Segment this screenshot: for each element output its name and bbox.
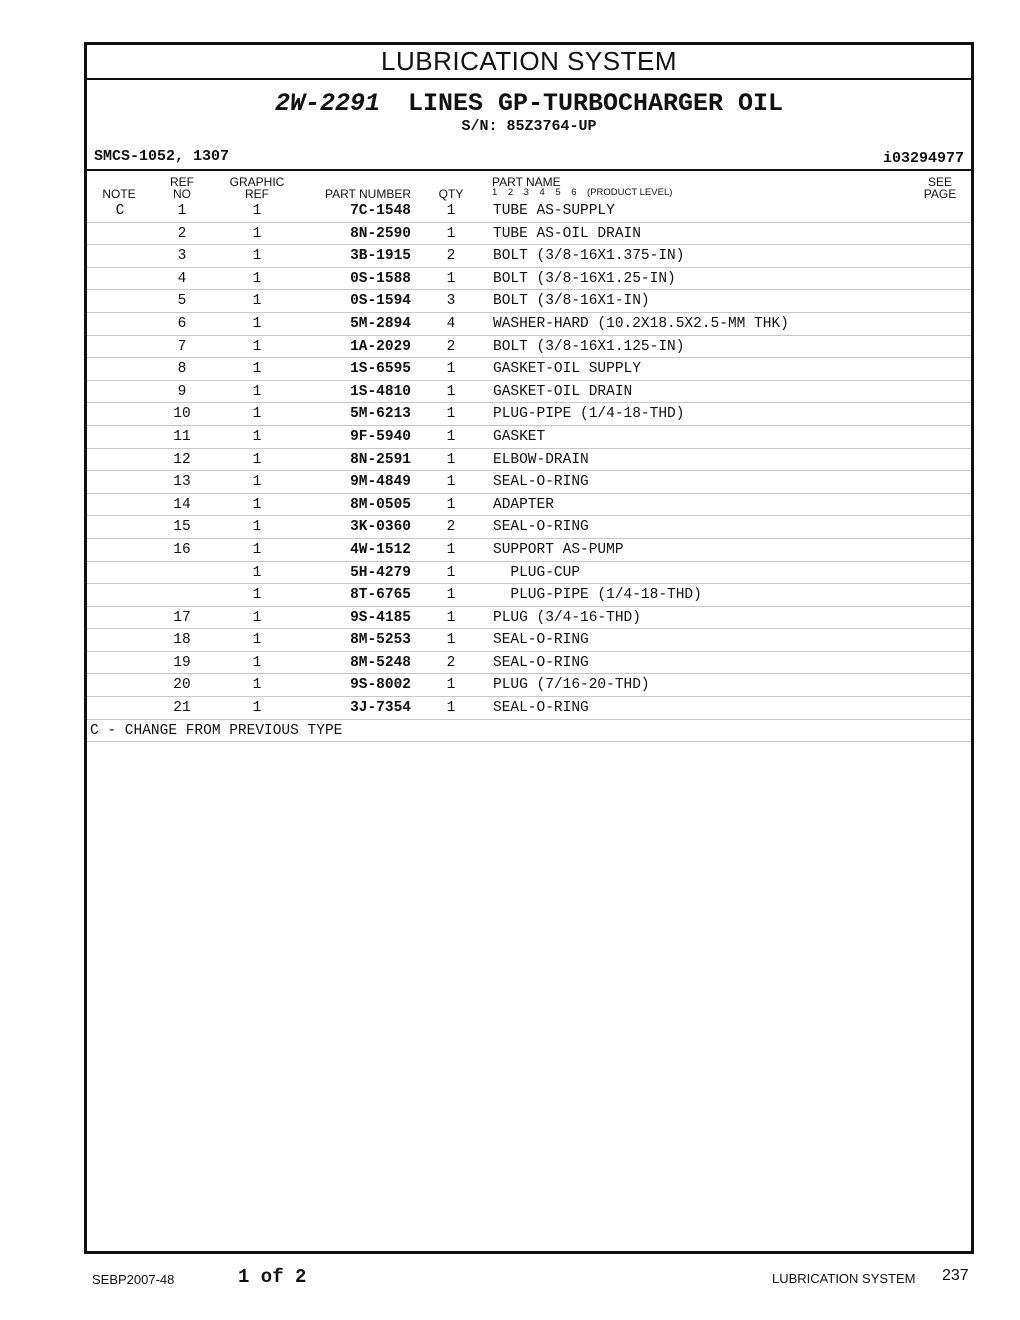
cell-graphic-ref: 1 — [252, 203, 262, 219]
table-row — [87, 268, 971, 291]
parts-page-frame — [84, 42, 974, 1254]
cell-part-name: SEAL-O-RING — [493, 519, 589, 536]
cell-part-number: 5M-2894 — [350, 315, 411, 332]
cell-ref-no: 6 — [177, 315, 187, 332]
cell-graphic-ref: 1 — [252, 654, 262, 671]
cell-qty: 1 — [446, 587, 456, 604]
cell-qty: 3 — [446, 293, 456, 310]
cell-part-number: 7C-1548 — [350, 203, 411, 219]
table-row — [87, 290, 971, 313]
cell-graphic-ref: 1 — [252, 519, 262, 536]
table-row — [87, 426, 971, 449]
cell-qty: 1 — [446, 383, 456, 400]
cell-part-number: 5H-4279 — [350, 564, 411, 581]
cell-ref-no: 15 — [173, 519, 191, 536]
cell-part-number: 9S-8002 — [350, 677, 411, 694]
footer-page-number: 237 — [942, 1267, 969, 1284]
cell-part-number: 1S-6595 — [350, 361, 411, 378]
cell-graphic-ref: 1 — [252, 225, 262, 242]
col-part-number: PART NUMBER — [324, 187, 411, 201]
cell-part-number: 8M-5248 — [350, 654, 411, 671]
cell-ref-no: 1 — [177, 203, 187, 219]
cell-qty: 1 — [446, 564, 456, 581]
col-qty: QTY — [438, 187, 464, 201]
col-graphic-ref: GRAPHIC REF — [229, 175, 285, 201]
group-title — [87, 89, 971, 118]
cell-ref-no: 16 — [173, 541, 191, 558]
cell-qty: 1 — [446, 406, 456, 423]
cell-part-name: SUPPORT AS-PUMP — [493, 541, 624, 558]
cell-part-name: TUBE AS-OIL DRAIN — [493, 225, 641, 242]
footer-page-of: 1 of 2 — [238, 1266, 307, 1288]
cell-part-name: BOLT (3/8-16X1.375-IN) — [493, 248, 685, 265]
cell-part-name: SEAL-O-RING — [493, 474, 589, 491]
cell-part-name: WASHER-HARD (10.2X18.5X2.5-MM THK) — [493, 315, 789, 332]
col-ref-no: REF NO — [170, 175, 194, 201]
cell-part-number: 3K-0360 — [350, 519, 411, 536]
cell-graphic-ref: 1 — [252, 406, 262, 423]
cell-graphic-ref: 1 — [252, 338, 262, 355]
cell-qty: 1 — [446, 700, 456, 717]
cell-graphic-ref: 1 — [252, 677, 262, 694]
cell-graphic-ref: 1 — [252, 293, 262, 310]
cell-part-name: SEAL-O-RING — [493, 654, 589, 671]
cell-part-name: GASKET-OIL DRAIN — [493, 383, 633, 400]
cell-qty: 2 — [446, 654, 456, 671]
header-divider — [87, 169, 971, 171]
cell-ref-no: 11 — [173, 428, 191, 445]
serial-number: S/N: 85Z3764-UP — [461, 118, 597, 135]
cell-ref-no: 14 — [173, 496, 191, 513]
cell-qty: 2 — [446, 519, 456, 536]
cell-graphic-ref: 1 — [252, 270, 262, 287]
cell-ref-no: 17 — [173, 609, 191, 626]
cell-qty: 2 — [446, 338, 456, 355]
table-row — [87, 539, 971, 562]
cell-qty: 4 — [446, 315, 456, 332]
cell-ref-no: 3 — [177, 248, 187, 265]
cell-part-number: 0S-1588 — [350, 270, 411, 287]
cell-part-number: 8T-6765 — [350, 587, 411, 604]
cell-part-number: 9F-5940 — [350, 428, 411, 445]
cell-qty: 1 — [446, 428, 456, 445]
table-row — [87, 336, 971, 359]
section-title: LUBRICATION SYSTEM — [87, 45, 971, 80]
table-row — [87, 584, 971, 607]
cell-graphic-ref: 1 — [252, 428, 262, 445]
cell-part-name: BOLT (3/8-16X1.125-IN) — [493, 338, 685, 355]
cell-part-name: ELBOW-DRAIN — [493, 451, 589, 468]
cell-part-name: PLUG (7/16-20-THD) — [493, 677, 650, 694]
cell-part-number: 3B-1915 — [350, 248, 411, 265]
table-row — [87, 449, 971, 472]
cell-qty: 1 — [446, 203, 456, 219]
cell-graphic-ref: 1 — [252, 541, 262, 558]
illustration-id: i03294977 — [882, 150, 964, 167]
table-row — [87, 629, 971, 652]
cell-ref-no: 2 — [177, 225, 187, 242]
table-row — [87, 358, 971, 381]
table-row — [87, 471, 971, 494]
cell-part-number: 4W-1512 — [350, 541, 411, 558]
cell-part-name: SEAL-O-RING — [493, 632, 589, 649]
parts-list — [87, 200, 971, 742]
table-row — [87, 607, 971, 630]
cell-ref-no: 18 — [173, 632, 191, 649]
cell-graphic-ref: 1 — [252, 632, 262, 649]
cell-graphic-ref: 1 — [252, 315, 262, 332]
table-row — [87, 652, 971, 675]
cell-graphic-ref: 1 — [252, 474, 262, 491]
cell-qty: 1 — [446, 496, 456, 513]
cell-ref-no: 7 — [177, 338, 187, 355]
cell-ref-no: 20 — [173, 677, 191, 694]
cell-ref-no: 9 — [177, 383, 187, 400]
cell-qty: 1 — [446, 541, 456, 558]
cell-qty: 1 — [446, 474, 456, 491]
cell-qty: 1 — [446, 677, 456, 694]
cell-part-number: 9M-4849 — [350, 474, 411, 491]
cell-ref-no: 10 — [173, 406, 191, 423]
table-row — [87, 516, 971, 539]
col-note: NOTE — [102, 187, 136, 201]
cell-graphic-ref: 1 — [252, 496, 262, 513]
cell-part-name: ADAPTER — [493, 496, 554, 513]
cell-note: C — [115, 203, 125, 219]
cell-qty: 1 — [446, 270, 456, 287]
cell-ref-no: 12 — [173, 451, 191, 468]
cell-part-number: 3J-7354 — [350, 700, 411, 717]
group-number: 2W-2291 — [274, 89, 380, 118]
group-name: LINES GP-TURBOCHARGER OIL — [407, 89, 784, 118]
table-row — [87, 313, 971, 336]
cell-ref-no: 4 — [177, 270, 187, 287]
cell-graphic-ref: 1 — [252, 451, 262, 468]
cell-qty: 1 — [446, 361, 456, 378]
cell-part-number: 8N-2590 — [350, 225, 411, 242]
cell-part-number: 8M-0505 — [350, 496, 411, 513]
table-row — [87, 674, 971, 697]
cell-part-name: GASKET — [493, 428, 546, 445]
cell-part-number: 5M-6213 — [350, 406, 411, 423]
cell-part-number: 1S-4810 — [350, 383, 411, 400]
cell-part-number: 0S-1594 — [350, 293, 411, 310]
cell-graphic-ref: 1 — [252, 361, 262, 378]
cell-qty: 1 — [446, 609, 456, 626]
cell-graphic-ref: 1 — [252, 609, 262, 626]
footer-doc-id: SEBP2007-48 — [92, 1272, 175, 1287]
cell-qty: 1 — [446, 225, 456, 242]
cell-part-name: BOLT (3/8-16X1.25-IN) — [493, 270, 676, 287]
table-row — [87, 697, 971, 720]
cell-graphic-ref: 1 — [252, 564, 262, 581]
cell-part-number: 9S-4185 — [350, 609, 411, 626]
cell-ref-no: 8 — [177, 361, 187, 378]
table-row — [87, 200, 971, 223]
cell-part-number: 8M-5253 — [350, 632, 411, 649]
cell-graphic-ref: 1 — [252, 587, 262, 604]
cell-part-name: TUBE AS-SUPPLY — [493, 203, 615, 219]
cell-part-number: 1A-2029 — [350, 338, 411, 355]
table-row — [87, 223, 971, 246]
footnote-row — [87, 720, 971, 743]
cell-part-name: PLUG (3/4-16-THD) — [493, 609, 641, 626]
table-row — [87, 494, 971, 517]
table-row — [87, 245, 971, 268]
cell-part-name: SEAL-O-RING — [493, 700, 589, 717]
cell-ref-no: 5 — [177, 293, 187, 310]
cell-qty: 2 — [446, 248, 456, 265]
table-row — [87, 562, 971, 585]
col-product-level: 1 2 3 4 5 6 (PRODUCT LEVEL) — [492, 187, 673, 198]
cell-part-name: PLUG-PIPE (1/4-18-THD) — [493, 587, 702, 604]
footnote-text: C - CHANGE FROM PREVIOUS TYPE — [90, 722, 343, 739]
cell-ref-no: 13 — [173, 474, 191, 491]
cell-qty: 1 — [446, 632, 456, 649]
footer-section: LUBRICATION SYSTEM — [772, 1271, 916, 1286]
col-see-page: SEE PAGE — [923, 175, 957, 201]
table-row — [87, 403, 971, 426]
cell-part-name: BOLT (3/8-16X1-IN) — [493, 293, 650, 310]
table-row — [87, 381, 971, 404]
cell-qty: 1 — [446, 451, 456, 468]
cell-ref-no: 19 — [173, 654, 191, 671]
col-part-name: PART NAME — [492, 175, 561, 189]
cell-ref-no: 21 — [173, 700, 191, 717]
cell-graphic-ref: 1 — [252, 383, 262, 400]
cell-part-name: GASKET-OIL SUPPLY — [493, 361, 641, 378]
cell-graphic-ref: 1 — [252, 248, 262, 265]
cell-part-name: PLUG-CUP — [493, 564, 581, 581]
cell-graphic-ref: 1 — [252, 700, 262, 717]
cell-part-number: 8N-2591 — [350, 451, 411, 468]
smcs-code: SMCS-1052, 1307 — [94, 148, 230, 165]
cell-part-name: PLUG-PIPE (1/4-18-THD) — [493, 406, 685, 423]
